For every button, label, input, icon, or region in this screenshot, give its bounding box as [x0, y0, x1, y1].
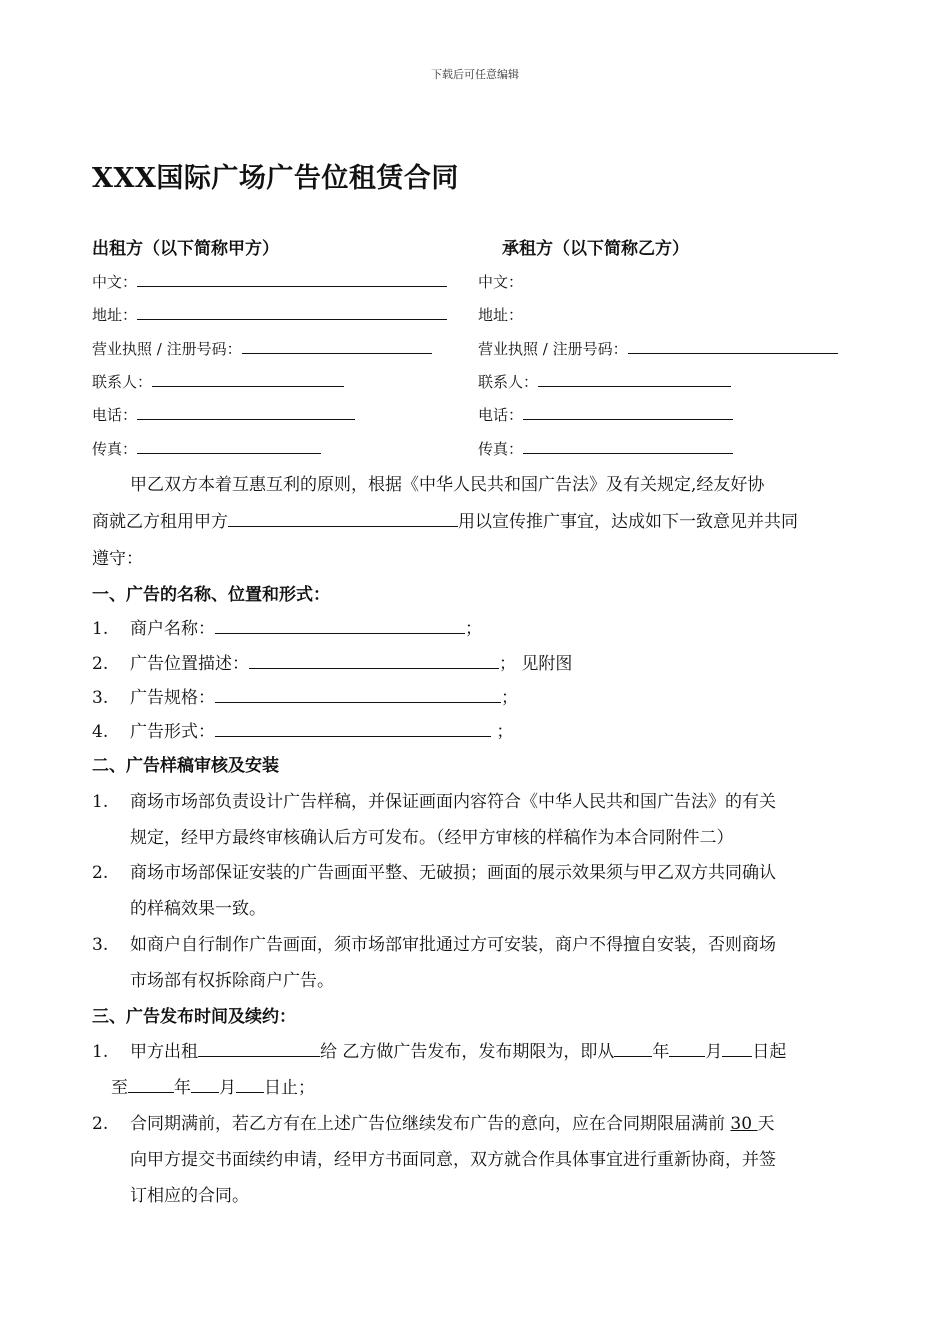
section-2-item-1-line-1: 1. 商场市场部负责设计广告样稿，并保证画面内容符合《中华人民共和国广告法》的有关: [92, 792, 776, 812]
section-2-item-3-line-2: 市场部有权拆除商户广告。: [130, 971, 334, 991]
blank-line[interactable]: [215, 686, 501, 703]
section-1-item-1: 1. 商户名称： ；: [92, 619, 482, 639]
lessor-field-phone: 电话：: [92, 404, 355, 425]
lessee-field-contact: 联系人：: [478, 371, 731, 392]
section-3-title: 三、广告发布时间及续约：: [92, 1007, 296, 1027]
blank-line[interactable]: [191, 1076, 219, 1093]
lessee-field-fax: 传真：: [478, 438, 733, 459]
page-header: 下载后可任意编辑: [431, 68, 519, 81]
section-3-item-2-line-1: 2. 合同期满前，若乙方有在上述广告位继续发布广告的意向，应在合同期限届满前 30 天: [92, 1114, 775, 1134]
blank-line[interactable]: [722, 1040, 752, 1057]
lessor-heading: 出租方（以下简称甲方）: [92, 239, 279, 259]
blank-line[interactable]: [228, 510, 458, 527]
section-2-item-2-line-1: 2. 商场市场部保证安装的广告画面平整、无破损；画面的展示效果须与甲乙双方共同确认: [92, 863, 776, 883]
section-3-item-1-line-1: 1. 甲方出租 给 乙方做广告发布，发布期限为，即从 年 月 日起: [92, 1042, 787, 1062]
blank-line[interactable]: [152, 372, 344, 387]
section-3-item-2-line-2: 向甲方提交书面续约申请，经甲方书面同意，双方就合作具体事宜进行重新协商，并签: [130, 1150, 776, 1170]
section-2-item-3-line-1: 3. 如商户自行制作广告画面，须市场部审批通过方可安装，商户不得擅自安装，否则商场: [92, 935, 776, 955]
lessee-field-license: 营业执照 / 注册号码：: [478, 338, 838, 359]
blank-line[interactable]: [669, 1040, 705, 1057]
lessee-field-address: 地址：: [478, 306, 524, 324]
intro-line-2: 商就乙方租用甲方 用以宣传推广事宜，达成如下一致意见并共同: [92, 512, 798, 532]
section-3-item-2-line-3: 订相应的合同。: [130, 1186, 249, 1206]
renewal-days-value: 30: [730, 1114, 758, 1134]
blank-line[interactable]: [128, 1076, 174, 1093]
section-1-title: 一、广告的名称、位置和形式：: [92, 585, 330, 605]
blank-line[interactable]: [249, 652, 499, 669]
lessee-field-chinese-name: 中文：: [478, 273, 524, 291]
blank-line[interactable]: [137, 272, 447, 287]
lessor-field-contact: 联系人：: [92, 371, 344, 392]
blank-line[interactable]: [538, 372, 731, 387]
blank-line[interactable]: [215, 617, 465, 634]
intro-line-3: 遵守：: [92, 549, 143, 569]
section-2-title: 二、广告样稿审核及安装: [92, 756, 279, 776]
section-2-item-1-line-2: 规定，经甲方最终审核确认后方可发布。（经甲方审核的样稿作为本合同附件二）: [130, 828, 734, 848]
lessee-field-phone: 电话：: [478, 404, 733, 425]
blank-line[interactable]: [236, 1076, 264, 1093]
blank-line[interactable]: [137, 439, 321, 454]
section-1-item-3: 3. 广告规格： ；: [92, 688, 518, 708]
lessor-field-chinese-name: 中文：: [92, 271, 447, 292]
blank-line[interactable]: [614, 1040, 652, 1057]
intro-line-1: 甲乙双方本着互惠互利的原则，根据《中华人民共和国广告法》及有关规定,经友好协: [130, 475, 765, 495]
document-title: XXX国际广场广告位租赁合同: [92, 163, 459, 194]
blank-line[interactable]: [137, 405, 355, 420]
blank-line[interactable]: [523, 405, 733, 420]
blank-line[interactable]: [523, 439, 733, 454]
section-1-item-4: 4. 广告形式： ；: [92, 722, 514, 742]
blank-line[interactable]: [198, 1040, 320, 1057]
lessor-field-address: 地址：: [92, 304, 447, 325]
blank-line[interactable]: [628, 339, 838, 354]
lessee-heading: 承租方（以下简称乙方）: [502, 239, 689, 259]
blank-line[interactable]: [137, 305, 447, 320]
section-3-item-1-line-2: 至 年 月 日止；: [111, 1078, 315, 1098]
section-1-item-2: 2. 广告位置描述： ； 见附图: [92, 654, 573, 674]
lessor-field-fax: 传真：: [92, 438, 321, 459]
blank-line[interactable]: [242, 339, 432, 354]
blank-line[interactable]: [215, 720, 491, 737]
section-2-item-2-line-2: 的样稿效果一致。: [130, 899, 266, 919]
lessor-field-license: 营业执照 / 注册号码：: [92, 338, 432, 359]
